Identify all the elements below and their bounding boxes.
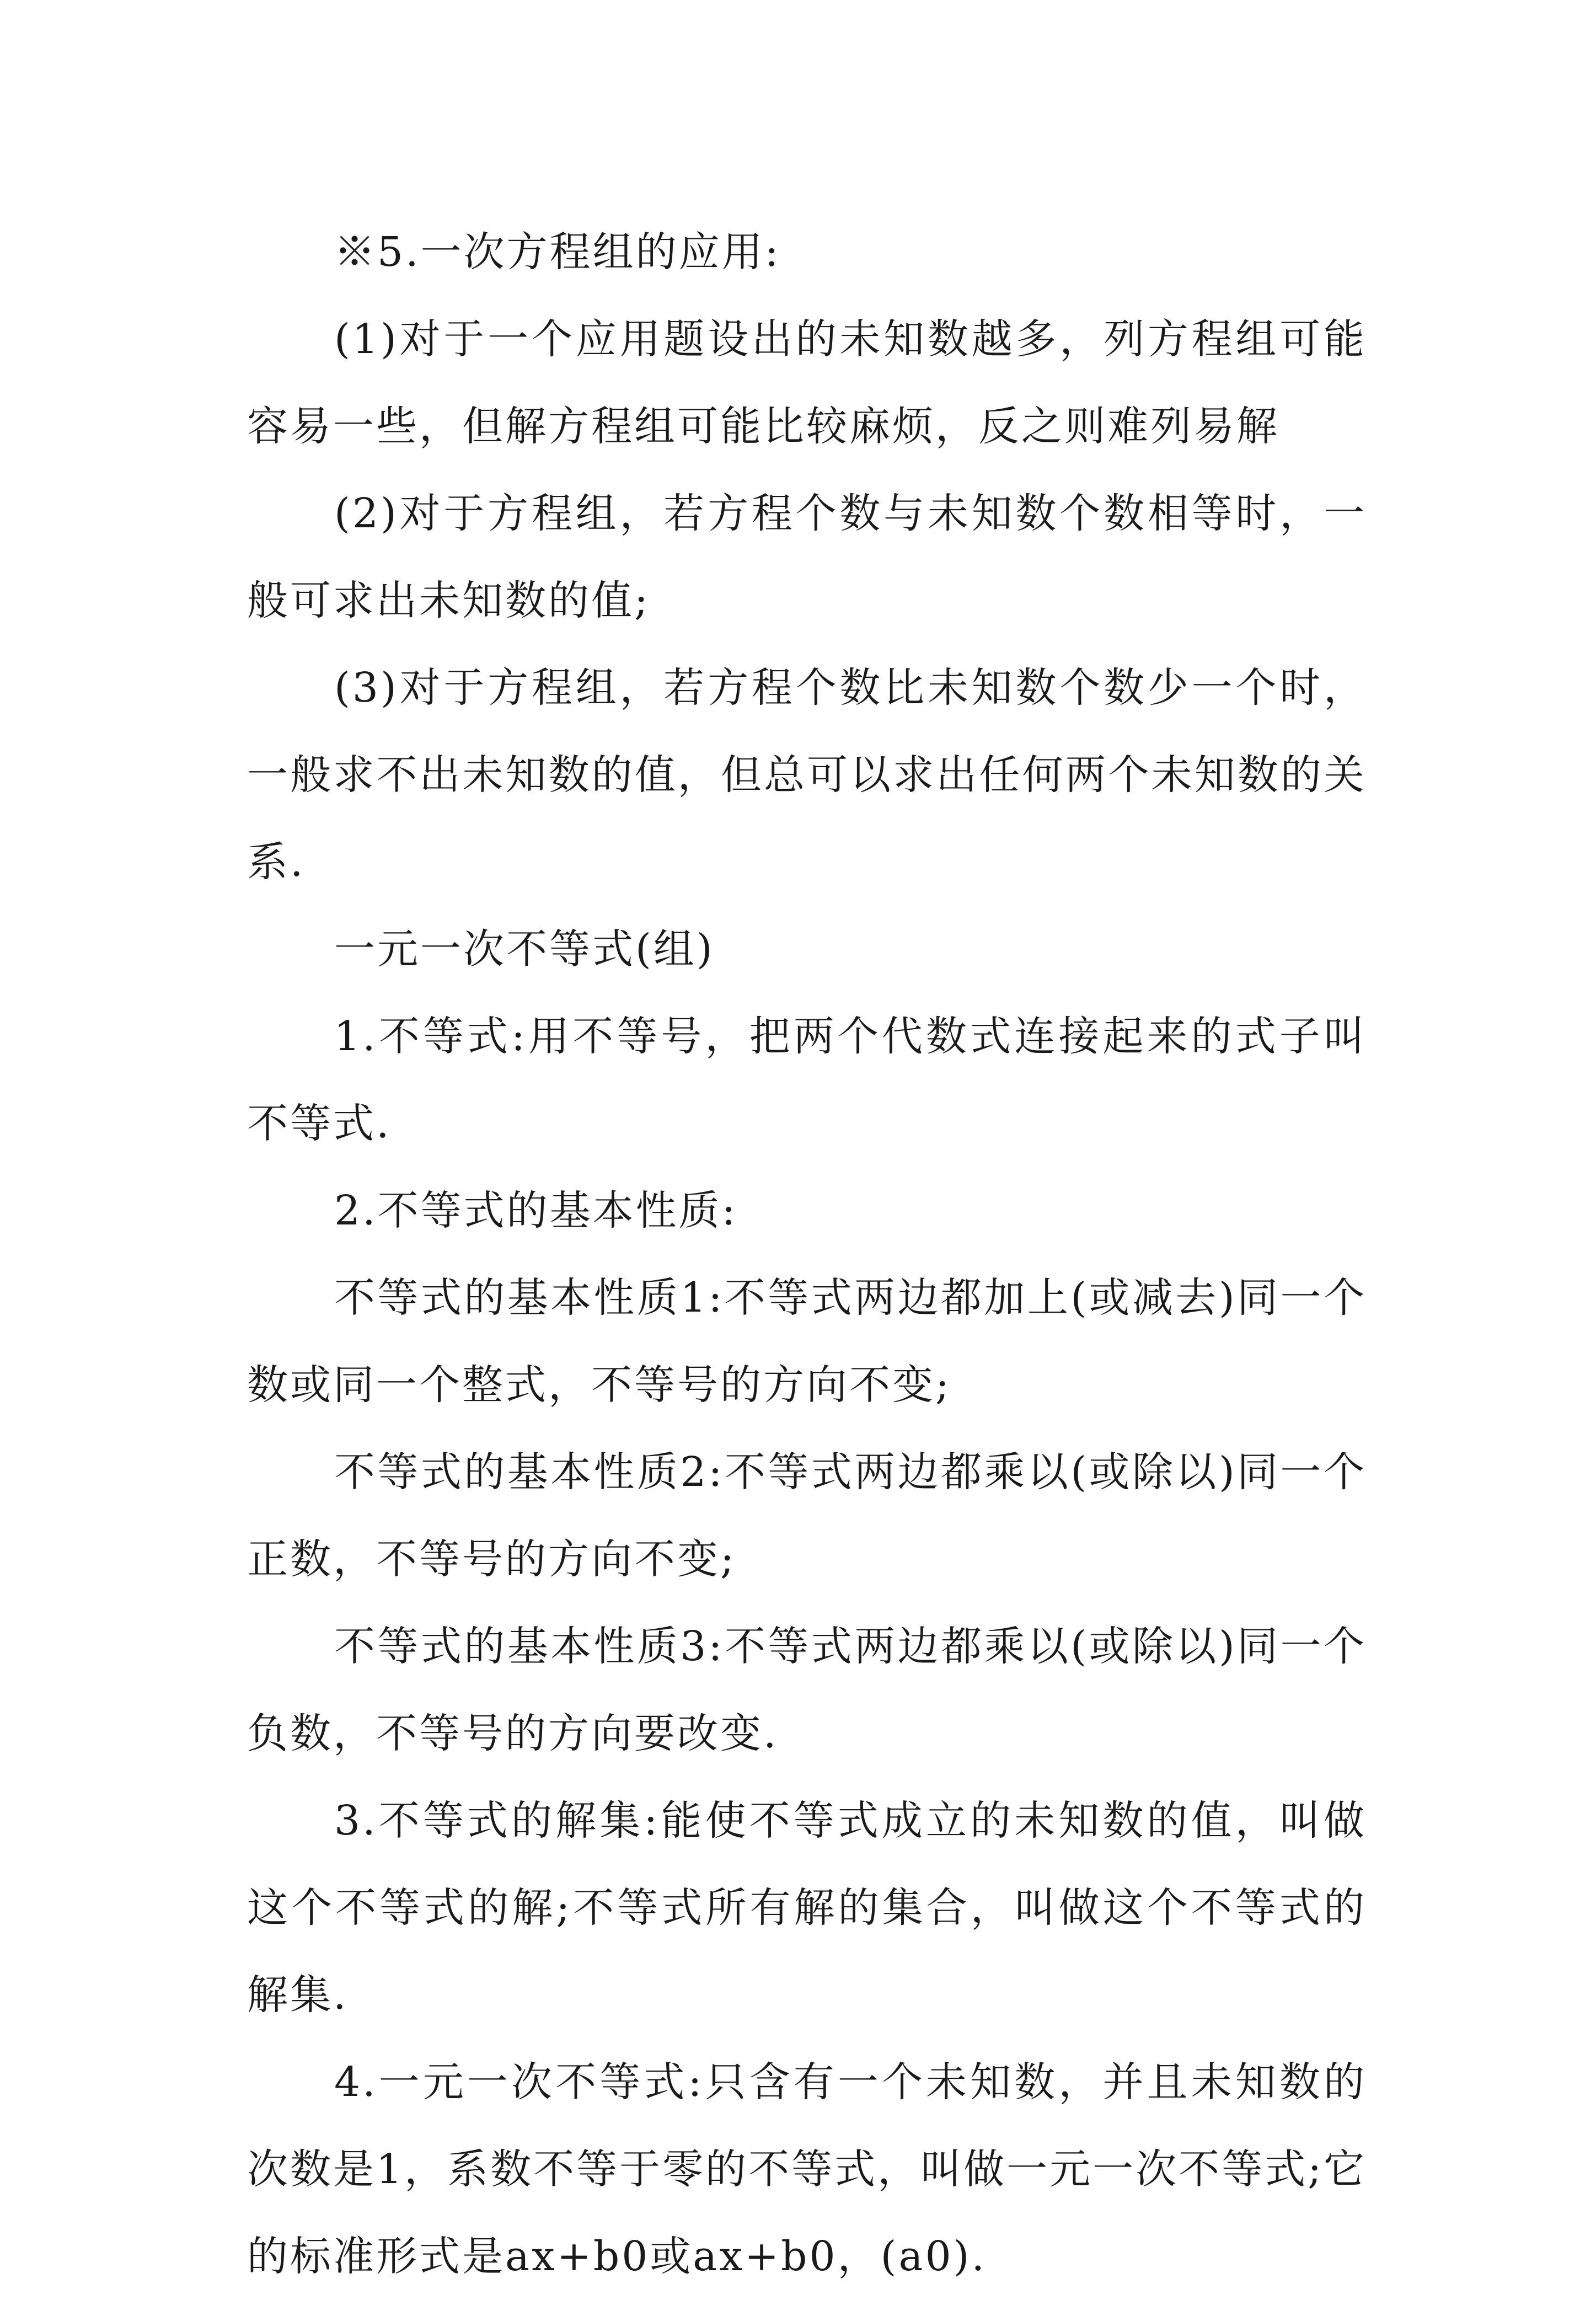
paragraph-solution-set: 3.不等式的解集:能使不等式成立的未知数的值，叫做这个不等式的解;不等式所有解的集合，叫做这个不等式的解集. xyxy=(247,1797,1367,2019)
section-heading-equation-application: ※5.一次方程组的应用: xyxy=(334,228,781,276)
paragraph-item-2: (2)对于方程组，若方程个数与未知数个数相等时，一般可求出未知数的值; xyxy=(247,490,1367,624)
paragraph-property-1: 不等式的基本性质1:不等式两边都加上(或减去)同一个数或同一个整式，不等号的方向不变; xyxy=(247,1274,1367,1409)
paragraph-item-3: (3)对于方程组，若方程个数比未知数个数少一个时，一般求不出未知数的值，但总可以求出任何两个未知数的关系. xyxy=(247,664,1367,886)
section-heading-inequalities: 一元一次不等式(组) xyxy=(334,926,715,973)
paragraph-basic-properties-heading: 2.不等式的基本性质: xyxy=(334,1187,738,1234)
paragraph-item-1: (1)对于一个应用题设出的未知数越多，列方程组可能容易一些，但解方程组可能比较麻烦，反之则难列易解 xyxy=(247,315,1367,450)
paragraph-property-2: 不等式的基本性质2:不等式两边都乘以(或除以)同一个正数，不等号的方向不变; xyxy=(247,1448,1367,1583)
paragraph-linear-inequality: 4.一元一次不等式:只含有一个未知数，并且未知数的次数是1，系数不等于零的不等式，叫做一元一次不等式;它的标准形式是ax+b0或ax+b0，(a0). xyxy=(247,2058,1367,2280)
document-page xyxy=(247,208,1367,2300)
paragraph-property-3: 不等式的基本性质3:不等式两边都乘以(或除以)同一个负数，不等号的方向要改变. xyxy=(247,1623,1367,1757)
paragraph-definition-inequality: 1.不等式:用不等号，把两个代数式连接起来的式子叫不等式. xyxy=(247,1013,1367,1147)
